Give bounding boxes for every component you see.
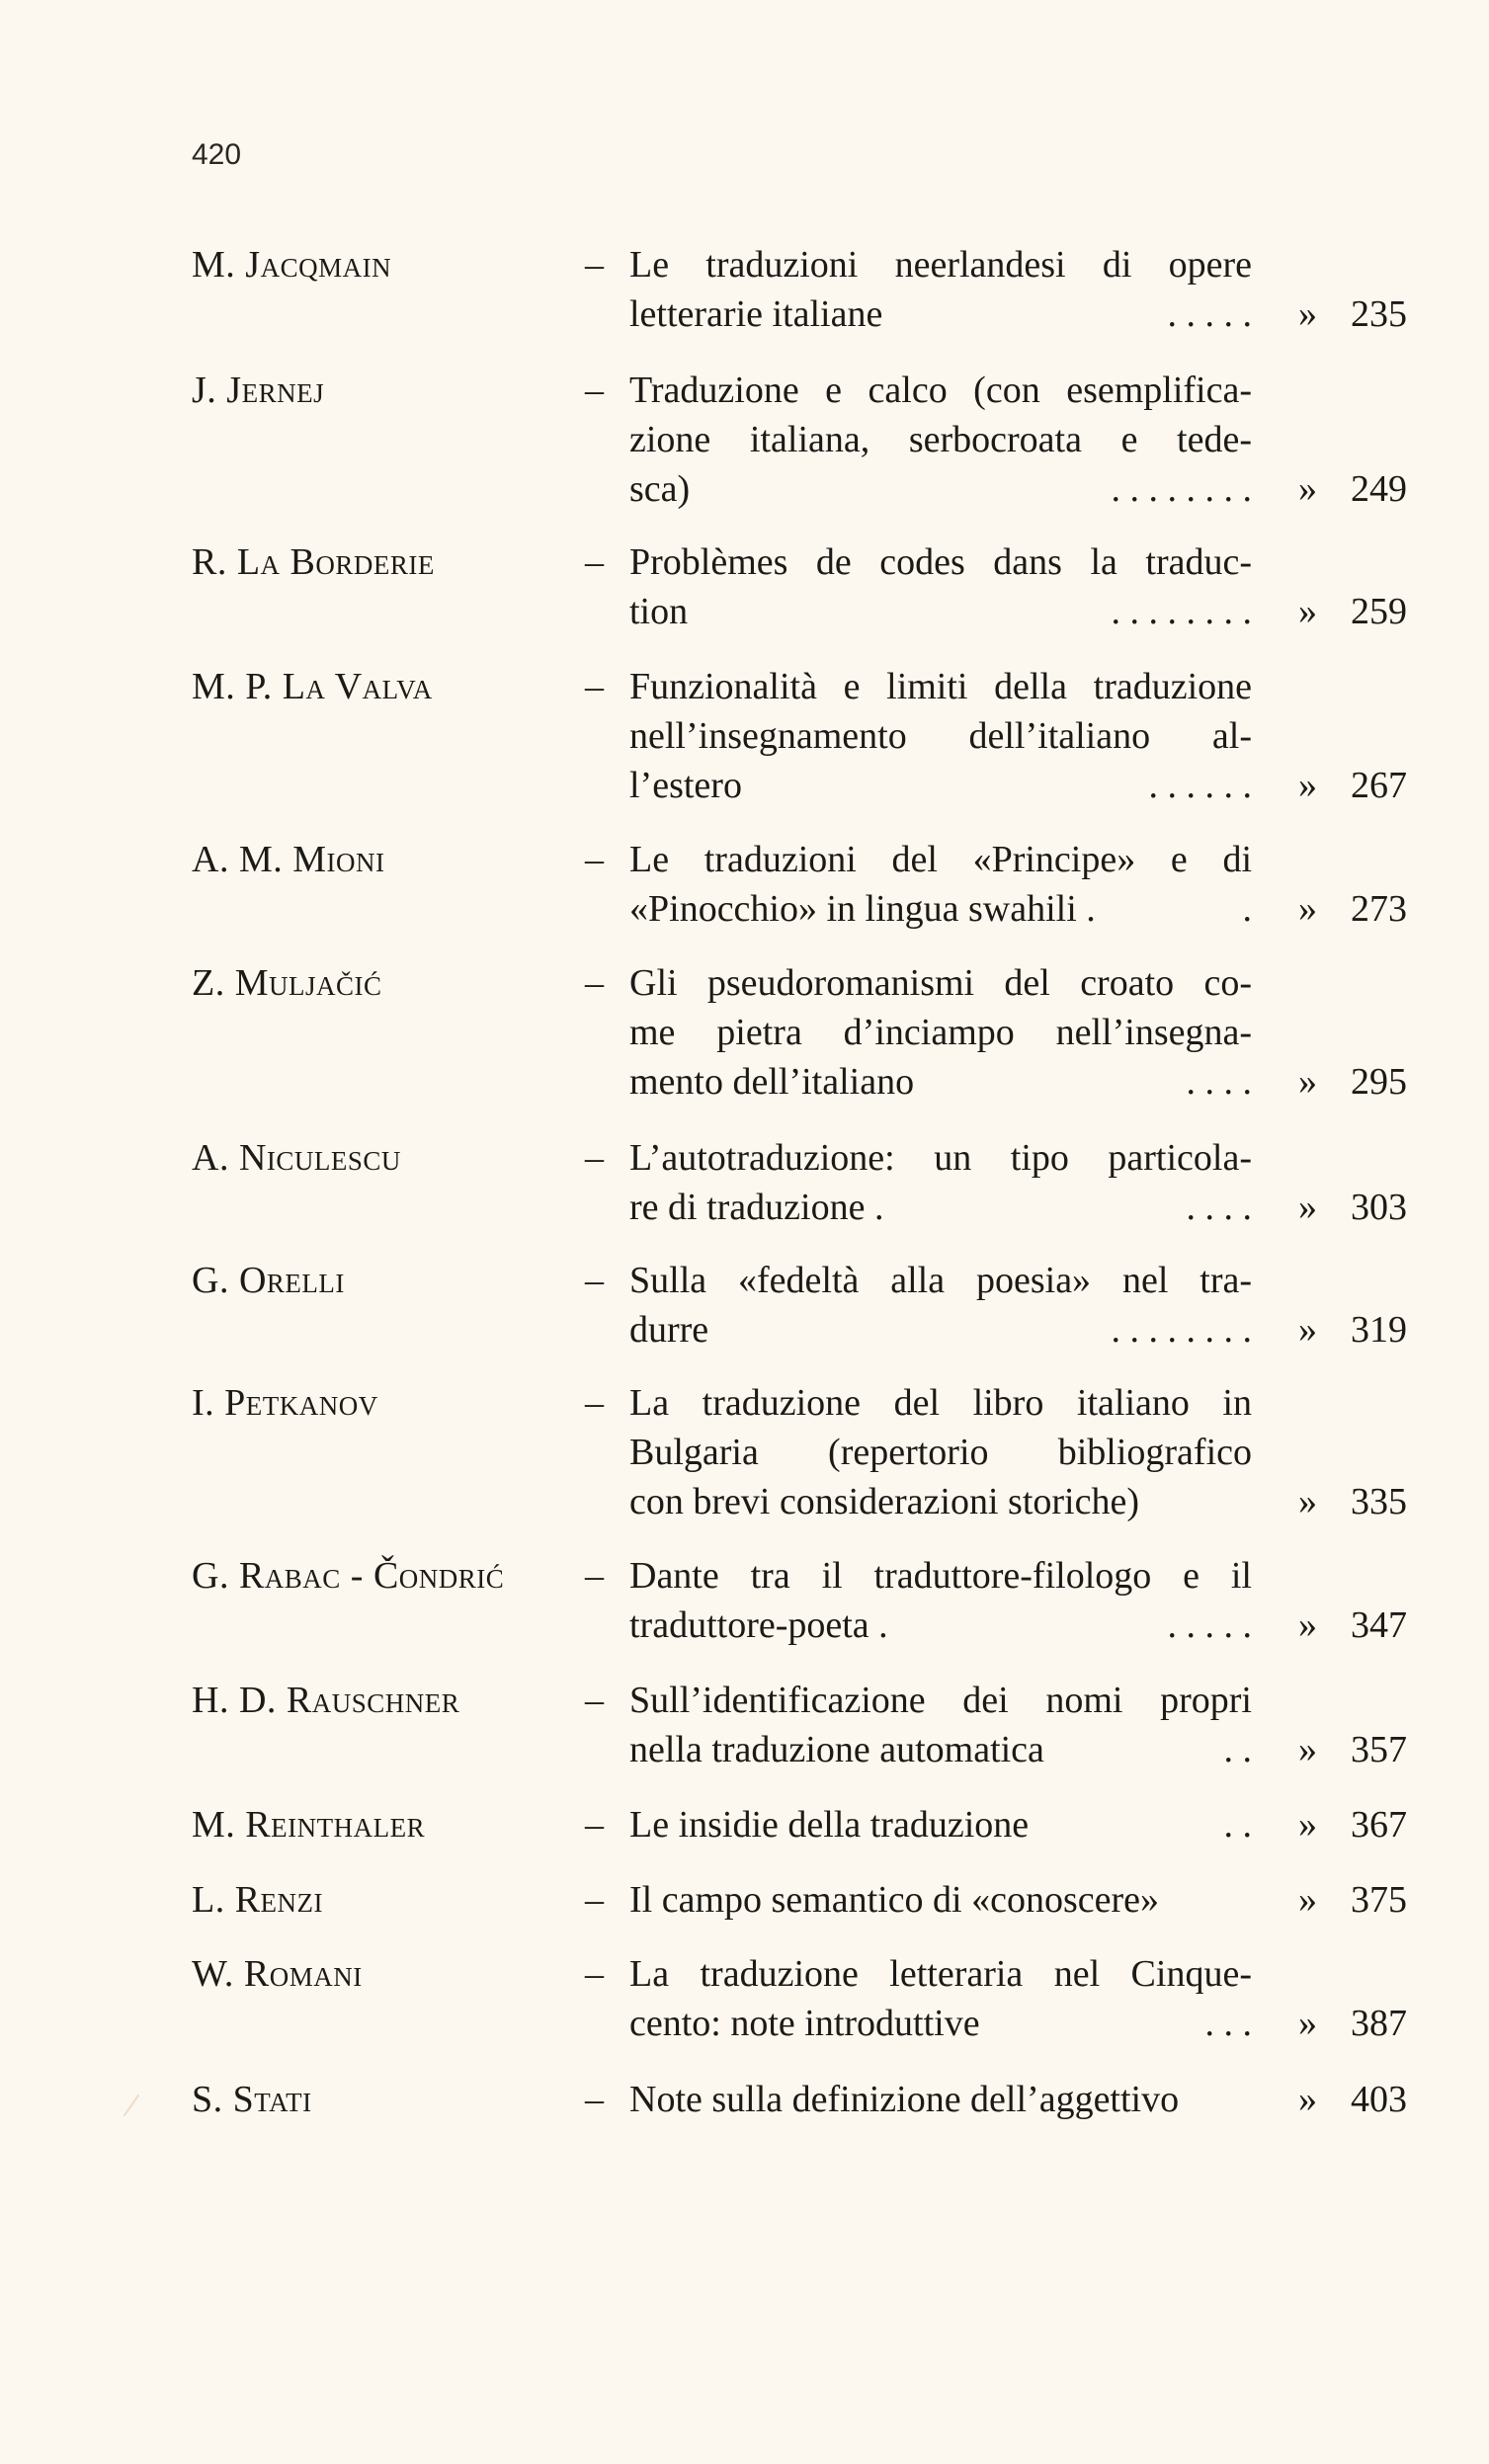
page-ref-marker: » — [1298, 765, 1317, 806]
title-line-text: con brevi considerazioni storiche) — [629, 1481, 1139, 1522]
entry-page-number[interactable]: 319 — [1351, 1309, 1407, 1351]
entry-page-number[interactable]: 235 — [1351, 293, 1407, 335]
entry-page-ref[interactable] — [1298, 1999, 1407, 2048]
page-ref-marker: » — [1298, 2079, 1317, 2120]
entry-page-number[interactable]: 259 — [1351, 591, 1407, 632]
entry-page-ref[interactable] — [1298, 464, 1407, 514]
dot-leader: . . — [1223, 1729, 1252, 1770]
entry-author: A. Niculescu — [192, 1137, 401, 1179]
entry-page-ref[interactable] — [1298, 289, 1407, 339]
entry-page-number[interactable]: 335 — [1351, 1481, 1407, 1522]
paper-mark — [124, 2094, 140, 2116]
page-ref-marker: » — [1298, 1481, 1317, 1522]
title-line-text: re di traduzione . — [629, 1187, 884, 1228]
title-line-text: «Pinocchio» in lingua swahili . — [629, 888, 1096, 930]
title-line-text: traduttore-poeta . — [629, 1604, 888, 1646]
entry-page-ref[interactable] — [1298, 1800, 1407, 1849]
title-line: Funzionalità e limiti della traduzione — [629, 666, 1252, 707]
entry-page-ref[interactable] — [1298, 1601, 1407, 1650]
title-line: L’autotraduzione: un tipo particola- — [629, 1137, 1252, 1179]
title-line-text: l’estero — [629, 765, 742, 806]
entry-author: M. P. La Valva — [192, 666, 433, 707]
entry-dash: – — [585, 1953, 604, 1995]
entry-author: Z. Muljačić — [192, 962, 382, 1004]
title-line: Le traduzioni neerlandesi di opere — [629, 244, 1252, 286]
title-last-line — [629, 884, 1252, 934]
title-last-line — [629, 1875, 1252, 1925]
title-last-line — [629, 761, 1252, 810]
entry-dash: – — [585, 1137, 604, 1179]
entry-page-ref[interactable] — [1298, 884, 1407, 934]
entry-dash: – — [585, 1382, 604, 1424]
title-line-text: Le insidie della traduzione — [629, 1804, 1030, 1846]
entry-page-number[interactable]: 347 — [1351, 1604, 1407, 1646]
entry-author: W. Romani — [192, 1953, 363, 1995]
entry-dash: – — [585, 1879, 604, 1921]
entry-author: A. M. Mioni — [192, 839, 385, 880]
entry-page-ref[interactable] — [1298, 2075, 1407, 2124]
title-line: La traduzione del libro italiano in — [629, 1382, 1252, 1424]
entry-page-number[interactable]: 249 — [1351, 468, 1407, 510]
entry-page-ref[interactable] — [1298, 761, 1407, 810]
title-last-line — [629, 2075, 1252, 2124]
title-last-line — [629, 1305, 1252, 1355]
entry-dash: – — [585, 1804, 604, 1846]
entry-author: L. Renzi — [192, 1879, 324, 1921]
entry-author: G. Rabac - Čondrić — [192, 1555, 505, 1597]
title-line-text: Note sulla definizione dell’aggettivo — [629, 2079, 1180, 2120]
title-last-line — [629, 1477, 1252, 1526]
page-ref-marker: » — [1298, 1804, 1317, 1846]
title-line-text: sca) — [629, 468, 691, 510]
dot-leader: . . . . . . . . — [1111, 591, 1252, 632]
entry-page-ref[interactable] — [1298, 1725, 1407, 1774]
entry-title — [629, 1875, 1252, 1925]
dot-leader: . . . — [1204, 2003, 1252, 2044]
page-ref-marker: » — [1298, 1879, 1317, 1921]
entry-title — [629, 662, 1252, 810]
dot-leader: . . . . — [1186, 1187, 1252, 1228]
entry-dash: – — [585, 541, 604, 583]
page-ref-marker: » — [1298, 1604, 1317, 1646]
entry-title — [629, 1949, 1252, 2048]
page-number: 420 — [192, 138, 242, 171]
title-line: nell’insegnamento dell’italiano al- — [629, 715, 1252, 757]
dot-leader: . . . . — [1186, 1061, 1252, 1103]
entry-page-number[interactable]: 295 — [1351, 1061, 1407, 1103]
entry-title — [629, 537, 1252, 636]
title-last-line — [629, 1800, 1252, 1849]
entry-author: M. Jacqmain — [192, 244, 392, 286]
title-line-text: Il campo semantico di «conoscere» — [629, 1879, 1160, 1921]
entry-page-ref[interactable] — [1298, 1875, 1407, 1925]
entry-dash: – — [585, 1260, 604, 1301]
page-ref-marker: » — [1298, 293, 1317, 335]
title-line-text: durre — [629, 1309, 709, 1351]
entry-page-number[interactable]: 375 — [1351, 1879, 1407, 1921]
entry-author: J. Jernej — [192, 370, 325, 411]
entry-dash: – — [585, 1555, 604, 1597]
entry-dash: – — [585, 962, 604, 1004]
entry-page-number[interactable]: 387 — [1351, 2003, 1407, 2044]
title-line: zione italiana, serbocroata e tede- — [629, 419, 1252, 460]
entry-title — [629, 2075, 1252, 2124]
title-last-line — [629, 289, 1252, 339]
dot-leader: . . . . . — [1167, 293, 1252, 335]
title-line: Gli pseudoromanismi del croato co- — [629, 962, 1252, 1004]
dot-leader: . . . . . . . . — [1111, 1309, 1252, 1351]
title-line: La traduzione letteraria nel Cinque- — [629, 1953, 1252, 1995]
entry-dash: – — [585, 244, 604, 286]
page-ref-marker: » — [1298, 888, 1317, 930]
dot-leader: . — [1242, 888, 1252, 930]
entry-title — [629, 1256, 1252, 1355]
entry-page-ref[interactable] — [1298, 587, 1407, 636]
entry-author: R. La Borderie — [192, 541, 435, 583]
dot-leader: . . — [1223, 1804, 1252, 1846]
title-line-text: tion — [629, 591, 689, 632]
title-line: Problèmes de codes dans la traduc- — [629, 541, 1252, 583]
entry-title — [629, 366, 1252, 514]
entry-author: S. Stati — [192, 2079, 312, 2120]
title-line: Sull’identificazione dei nomi propri — [629, 1680, 1252, 1721]
entry-dash: – — [585, 2079, 604, 2120]
title-last-line — [629, 1057, 1252, 1107]
title-last-line — [629, 1999, 1252, 2048]
entry-dash: – — [585, 666, 604, 707]
entry-page-ref[interactable] — [1298, 1057, 1407, 1107]
entry-title — [629, 1133, 1252, 1232]
title-last-line — [629, 1601, 1252, 1650]
title-line-text: mento dell’italiano — [629, 1061, 915, 1103]
entry-page-number[interactable]: 273 — [1351, 888, 1407, 930]
title-line: me pietra d’inciampo nell’insegna- — [629, 1012, 1252, 1053]
entry-page-number[interactable]: 357 — [1351, 1729, 1407, 1770]
entry-author: G. Orelli — [192, 1260, 345, 1301]
page-ref-marker: » — [1298, 1061, 1317, 1103]
entry-page-number[interactable]: 303 — [1351, 1187, 1407, 1228]
entry-title — [629, 1378, 1252, 1526]
title-line: Traduzione e calco (con esemplifica- — [629, 370, 1252, 411]
entry-dash: – — [585, 1680, 604, 1721]
entry-page-ref[interactable] — [1298, 1183, 1407, 1232]
title-line-text: cento: note introduttive — [629, 2003, 980, 2044]
entry-author: M. Reinthaler — [192, 1804, 426, 1846]
page-ref-marker: » — [1298, 2003, 1317, 2044]
entry-author: I. Petkanov — [192, 1382, 378, 1424]
dot-leader: . . . . . . . . — [1111, 468, 1252, 510]
page-ref-marker: » — [1298, 468, 1317, 510]
entry-page-number[interactable]: 267 — [1351, 765, 1407, 806]
entry-author: H. D. Rauschner — [192, 1680, 460, 1721]
entry-title — [629, 835, 1252, 934]
entry-page-number[interactable]: 403 — [1351, 2079, 1407, 2120]
entry-page-ref[interactable] — [1298, 1477, 1407, 1526]
title-last-line — [629, 1725, 1252, 1774]
title-last-line — [629, 464, 1252, 514]
page-ref-marker: » — [1298, 591, 1317, 632]
title-line-text: nella traduzione automatica — [629, 1729, 1044, 1770]
dot-leader: . . . . . — [1167, 1604, 1252, 1646]
page-ref-marker: » — [1298, 1729, 1317, 1770]
entry-title — [629, 1551, 1252, 1650]
dot-leader: . . . . . . — [1148, 765, 1252, 806]
entry-title — [629, 240, 1252, 339]
entry-page-number[interactable]: 367 — [1351, 1804, 1407, 1846]
page-ref-marker: » — [1298, 1187, 1317, 1228]
page-ref-marker: » — [1298, 1309, 1317, 1351]
title-line: Dante tra il traduttore-filologo e il — [629, 1555, 1252, 1597]
title-line-text: letterarie italiane — [629, 293, 883, 335]
entry-dash: – — [585, 370, 604, 411]
entry-title — [629, 1800, 1252, 1849]
entry-page-ref[interactable] — [1298, 1305, 1407, 1355]
entry-title — [629, 1676, 1252, 1774]
title-line: Sulla «fedeltà alla poesia» nel tra- — [629, 1260, 1252, 1301]
title-line: Le traduzioni del «Principe» e di — [629, 839, 1252, 880]
title-last-line — [629, 1183, 1252, 1232]
title-last-line — [629, 587, 1252, 636]
entry-dash: – — [585, 839, 604, 880]
title-line: Bulgaria (repertorio bibliografico — [629, 1432, 1252, 1473]
entry-title — [629, 958, 1252, 1107]
